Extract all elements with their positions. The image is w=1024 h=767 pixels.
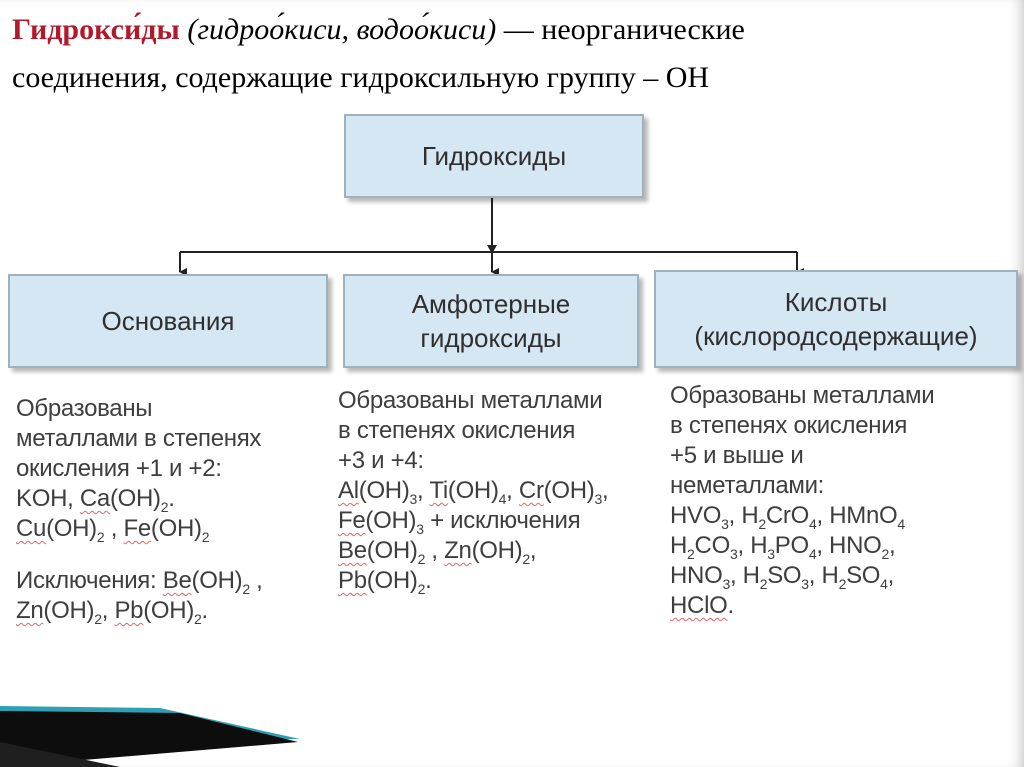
root-box-label: Гидроксиды <box>421 141 567 171</box>
intro-rest: — неорганические <box>496 13 745 46</box>
element-symbol: Pb <box>114 597 144 624</box>
element-symbol: Fe <box>123 515 151 542</box>
subscript: 4 <box>880 575 888 592</box>
desc-text: . <box>201 597 208 624</box>
desc-text: (OH) <box>543 477 595 504</box>
desc-text: H <box>670 532 688 559</box>
desc-text: CO <box>694 532 730 559</box>
desc-text: . <box>168 485 175 512</box>
element-symbol: HClO <box>670 592 728 619</box>
intro-line-2: соединения, содержащие гидроксильную группу – OH <box>12 61 710 94</box>
subscript: 2 <box>201 528 210 545</box>
subscript: 2 <box>242 580 250 597</box>
subscript: 2 <box>160 498 169 515</box>
desc-text: (OH) <box>366 537 418 564</box>
subscript: 3 <box>729 545 738 562</box>
desc-text: HNO <box>670 562 723 589</box>
subscript: 2 <box>687 545 695 562</box>
desc-text: (OH) <box>43 597 95 624</box>
desc-text: (OH) <box>143 597 195 624</box>
desc-text: , H <box>737 532 768 559</box>
desc-text: в степенях окисления <box>338 417 576 444</box>
subscript: 2 <box>94 610 102 627</box>
branch-acids-title-line1: Кислоты <box>784 287 888 317</box>
branch-amphoteric-title-line2: гидроксиды <box>420 323 562 353</box>
desc-text: , <box>887 562 895 589</box>
subscript: 2 <box>96 528 105 545</box>
subscript: 2 <box>759 575 768 592</box>
subscript: 4 <box>808 515 817 532</box>
subscript: 3 <box>409 490 418 507</box>
subscript: 2 <box>417 550 426 567</box>
subscript: 3 <box>594 490 602 507</box>
desc-text: . <box>425 567 432 594</box>
desc-text: (OH) <box>447 477 499 504</box>
desc-text: , <box>601 477 609 504</box>
desc-text: металлами в степенях <box>16 425 262 452</box>
element-symbol: Ti <box>429 477 448 504</box>
intro-synonyms: (гидроо́киси, водоо́киси) <box>187 13 497 46</box>
desc-text: PO <box>774 532 809 559</box>
subscript: 3 <box>801 575 809 592</box>
desc-text: (OH) <box>366 567 418 594</box>
subscript: 2 <box>522 550 530 567</box>
desc-text: + исключения <box>423 507 581 534</box>
desc-text: , HMnO <box>816 502 898 529</box>
desc-text: , <box>425 537 445 564</box>
desc-text: , H <box>729 562 760 589</box>
subscript: 3 <box>416 520 424 537</box>
desc-text: KOH, <box>16 485 80 512</box>
element-symbol: Fe <box>338 507 366 534</box>
desc-text: окисления +1 и +2: <box>16 455 222 482</box>
element-symbol: Ca <box>79 485 110 512</box>
desc-text: , <box>506 477 519 504</box>
intro-term: Гидрокси́ды <box>12 13 180 46</box>
desc-text: , H <box>728 502 759 529</box>
desc-text: SO <box>767 562 802 589</box>
subscript: 2 <box>194 610 202 627</box>
element-symbol: Be <box>338 537 367 564</box>
desc-text: Исключения: <box>16 567 163 594</box>
desc-text: (OH) <box>358 477 410 504</box>
subscript: 3 <box>767 545 775 562</box>
desc-text: , <box>249 567 263 594</box>
branch-amphoteric-title-line1: Амфотерные <box>411 289 571 319</box>
desc-text: Образованы <box>16 395 153 422</box>
desc-text: неметаллами: <box>670 472 825 499</box>
subscript: 4 <box>808 545 817 562</box>
subscript: 4 <box>498 490 507 507</box>
desc-text: , H <box>808 562 839 589</box>
desc-text: в степенях окисления <box>670 412 908 439</box>
desc-text: . <box>727 592 734 619</box>
element-symbol: Cr <box>518 477 544 504</box>
element-symbol: Al <box>338 477 359 504</box>
desc-text: (OH) <box>46 515 97 542</box>
desc-text: +5 и выше и <box>670 442 804 469</box>
desc-text: (OH) <box>471 537 523 564</box>
element-symbol: Pb <box>338 567 367 594</box>
subscript: 2 <box>758 515 766 532</box>
desc-text: CrO <box>765 502 809 529</box>
desc-text: Образованы металлами <box>670 382 935 409</box>
desc-text: , <box>104 515 124 542</box>
desc-text: , HNO <box>816 532 882 559</box>
desc-text: (OH) <box>191 567 243 594</box>
desc-text: HVO <box>670 502 722 529</box>
desc-text: , <box>417 477 430 504</box>
desc-text: SO <box>846 562 881 589</box>
desc-text: , <box>101 597 115 624</box>
desc-text: , <box>529 537 537 564</box>
element-symbol: Zn <box>444 537 472 564</box>
branch-acids-title-line2: (кислородсодержащие) <box>694 321 978 351</box>
subscript: 4 <box>897 515 905 532</box>
element-symbol: Be <box>162 567 192 594</box>
element-symbol: Cu <box>16 515 47 542</box>
desc-text: (OH) <box>365 507 417 534</box>
subscript: 2 <box>838 575 847 592</box>
subscript: 2 <box>881 545 889 562</box>
subscript: 3 <box>722 575 730 592</box>
desc-text: Образованы металлами <box>338 387 603 414</box>
element-symbol: Zn <box>16 597 44 624</box>
desc-text: (OH) <box>150 515 202 542</box>
branch-bases-title: Основания <box>101 306 235 336</box>
desc-text: (OH) <box>109 485 161 512</box>
desc-text: , <box>888 532 896 559</box>
subscript: 2 <box>417 580 426 597</box>
subscript: 3 <box>721 515 729 532</box>
desc-text: +3 и +4: <box>338 447 424 474</box>
